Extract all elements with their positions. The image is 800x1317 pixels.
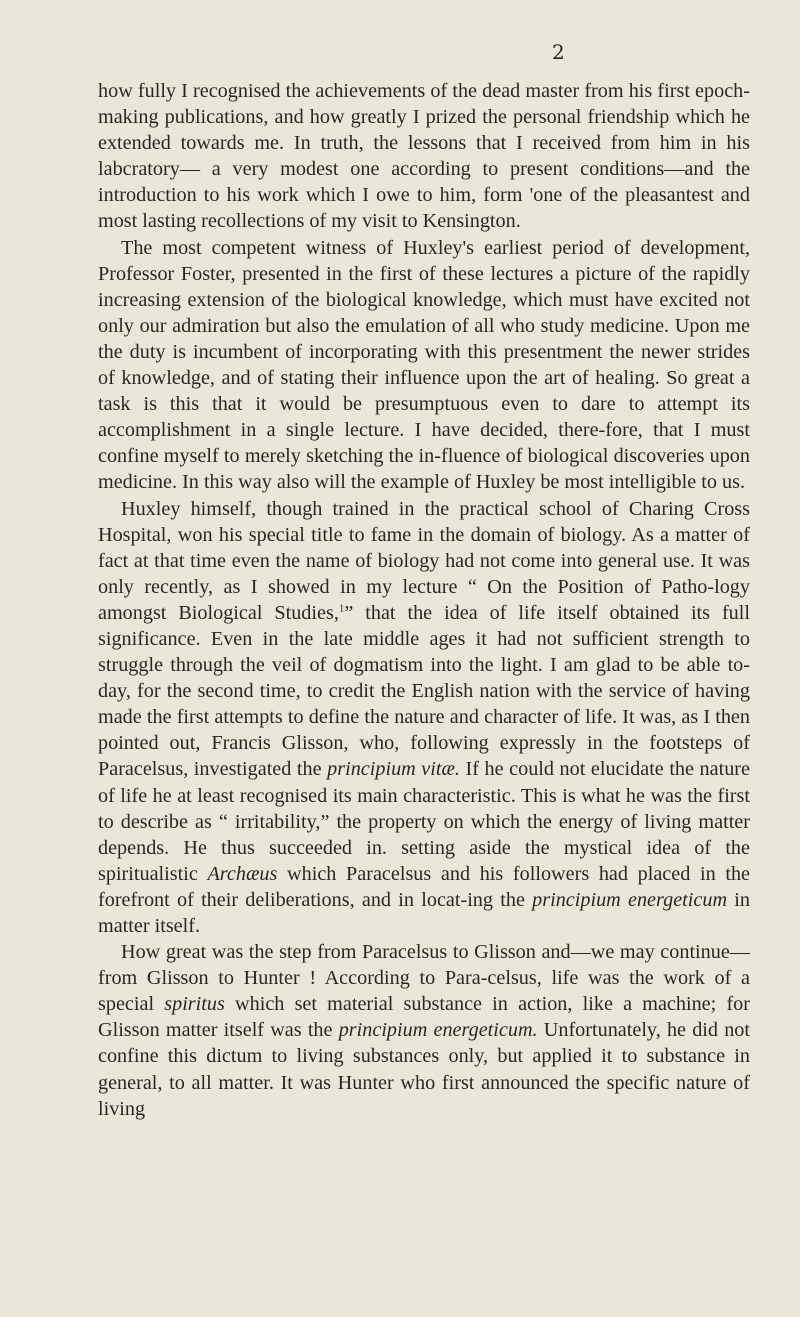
paragraph (98, 235, 750, 496)
paragraph (98, 496, 750, 940)
text-run: ” that the idea of life itself obtained its full significance. Even in the late middle ages it had not sufficient strength to struggle through the veil of dogmatism into the light. I am glad to be able to-day, for the second time, to credit the English nation with the service of having made the first attempts to define the nature and character of life. It was, as I then pointed out, Francis Glisson, who, following expressly in the footsteps of Paracelsus, investigated the (98, 601, 750, 781)
body-text (98, 78, 750, 1122)
text-run: If he could not elucidate the nature of life he at least recognised its main characteristic. This is what he was the first to describe as “ irritability,” the property on which the energy of living matter depends. He thus succeeded in. setting aside the mystical idea of the spiritualistic (98, 758, 750, 885)
text-run: in matter itself. (98, 888, 750, 937)
italic-text: principium energeticum (532, 888, 728, 911)
text-run: how fully I recognised the achievements of the dead master from his first epoch-making publications, and how greatly I prized the personal friendship which he extended towards me. In truth, the lessons that I received from him in his labcratory— a very modest one according to present conditions—and the introduction to his work which I owe to him, form 'one of the pleasantest and most lasting recollections of my visit to Kensington. (98, 80, 750, 233)
italic-text: spiritus (164, 993, 225, 1016)
paragraph (98, 78, 750, 235)
footnote-marker: 1 (338, 602, 345, 615)
text-run: The most competent witness of Huxley's earliest period of development, Professor Foster, presented in the first of these lectures a picture of the rapidly increasing extension of the biological knowledge, which must have excited not only our admiration but also the emulation of all who study medicine. Upon me the duty is incumbent of incorporating with this presentment the newer strides of knowledge, and of stating their influence upon the art of healing. So great a task is this that it would be presumptuous even to dare to attempt its accomplishment in a single lecture. I have decided, there-fore, that I must confine myself to merely sketching the in-fluence of biological discoveries upon medicine. In this way also will the example of Huxley be most intelligible to us. (98, 236, 750, 494)
italic-text: principium vitæ. (327, 758, 460, 781)
text-run: How great was the step from Paracelsus to Glisson and—we may continue—from Glisson to Hunter ! According to Para-celsus, life was the work of a special (98, 941, 750, 1016)
text-run: Unfortunately, he did not confine this dictum to living substances only, but applied it to substance in general, to all matter. It was Hunter who first announced the specific nature of living (98, 1019, 751, 1120)
italic-text: principium energeticum. (338, 1019, 538, 1042)
paragraph (98, 939, 750, 1122)
text-run: which set material substance in action, like a machine; for Glisson matter itself was the (98, 993, 750, 1042)
text-run: Huxley himself, though trained in the practical school of Charing Cross Hospital, won his special title to fame in the domain of biology. As a matter of fact at that time even the name of biology had not come into general use. It was only recently, as I showed in my lecture “ On the Position of Patho-logy amongst Biological Studies, (98, 497, 750, 624)
text-run: which Paracelsus and his followers had placed in the forefront of their deliberations, and in locat-ing the (98, 862, 750, 911)
page-number: 2 (552, 40, 565, 64)
italic-text: Archæus (207, 862, 278, 885)
